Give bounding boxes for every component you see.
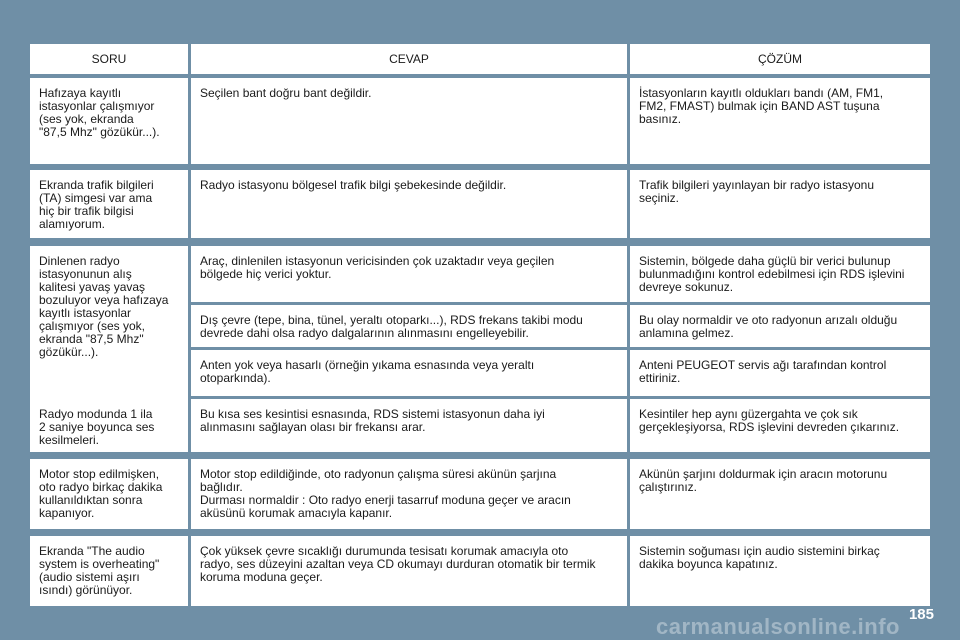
row-4-question: Radyo modunda 1 ila 2 saniye boyunca ses kesilmeleri. — [30, 399, 188, 452]
row-3b-solution: Bu olay normaldir ve oto radyonun arızalı olduğu anlamına gelmez. — [630, 305, 930, 347]
row-2-answer: Radyo istasyonu bölgesel trafik bilgi şebekesinde değildir. — [191, 170, 627, 238]
row-3c-answer: Anten yok veya hasarlı (örneğin yıkama esnasında veya yeraltı otoparkında). — [191, 350, 627, 396]
row-5-question: Motor stop edilmişken, oto radyo birkaç dakika kullanıldıktan sonra kapanıyor. — [30, 459, 188, 529]
row-3c-solution: Anteni PEUGEOT servis ağı tarafından kontrol ettiriniz. — [630, 350, 930, 396]
row-3b-answer: Dış çevre (tepe, bina, tünel, yeraltı otoparkı...), RDS frekans takibi modu devrede dahi olsa radyo dalgalarının alınmasını engelleyebilir. — [191, 305, 627, 347]
page-number: 185 — [908, 606, 934, 623]
row-2-solution: Trafik bilgileri yayınlayan bir radyo istasyonu seçiniz. — [630, 170, 930, 238]
watermark-text: carmanualsonline.info — [656, 614, 900, 639]
row-5-solution: Akünün şarjını doldurmak için aracın motorunu çalıştırınız. — [630, 459, 930, 529]
row-4-solution: Kesintiler hep aynı güzergahta ve çok sık gerçekleşiyorsa, RDS işlevini devreden çıkarınız. — [630, 399, 930, 452]
row-2-question: Ekranda trafik bilgileri (TA) simgesi var ama hiç bir trafik bilgisi alamıyorum. — [30, 170, 188, 238]
row-3a-solution: Sistemin, bölgede daha güçlü bir verici bulunup bulunmadığını kontrol edebilmesi için RDS işlevini devreye sokunuz. — [630, 246, 930, 302]
row-6-answer: Çok yüksek çevre sıcaklığı durumunda tesisatı korumak amacıyla oto radyo, ses düzeyini azaltan veya CD okumayı durduran otomatik bir termik koruma moduna geçer. — [191, 536, 627, 606]
row-4-answer: Bu kısa ses kesintisi esnasında, RDS sistemi istasyonun daha iyi alınmasını sağlayan olası bir frekansı arar. — [191, 399, 627, 452]
row-6-solution: Sistemin soğuması için audio sistemini birkaç dakika boyunca kapatınız. — [630, 536, 930, 606]
row-3a-answer: Araç, dinlenilen istasyonun vericisinden çok uzaktadır veya geçilen bölgede hiç verici yoktur. — [191, 246, 627, 302]
row-1-question: Hafızaya kayıtlı istasyonlar çalışmıyor (ses yok, ekranda "87,5 Mhz" gözükür...). — [30, 78, 188, 164]
header-solution: ÇÖZÜM — [630, 44, 930, 74]
row-5-answer: Motor stop edildiğinde, oto radyonun çalışma süresi akünün şarjına bağlıdır. Durması normaldir : Oto radyo enerji tasarruf moduna geçer ve aracın aküsünü korumak amacıyla kapanır. — [191, 459, 627, 529]
header-answer: CEVAP — [191, 44, 627, 74]
header-question: SORU — [30, 44, 188, 74]
row-3-question: Dinlenen radyo istasyonunun alış kalitesi yavaş yavaş bozuluyor veya hafızaya kayıtlı istasyonlar çalışmıyor (ses yok, ekranda "87,5 Mhz" gözükür...). — [30, 246, 188, 436]
row-1-solution: İstasyonların kayıtlı oldukları bandı (AM, FM1, FM2, FMAST) bulmak için BAND AST tuşuna basınız. — [630, 78, 930, 164]
row-6-question: Ekranda "The audio system is overheating" (audio sistemi aşırı ısındı) görünüyor. — [30, 536, 188, 606]
row-1-answer: Seçilen bant doğru bant değildir. — [191, 78, 627, 164]
